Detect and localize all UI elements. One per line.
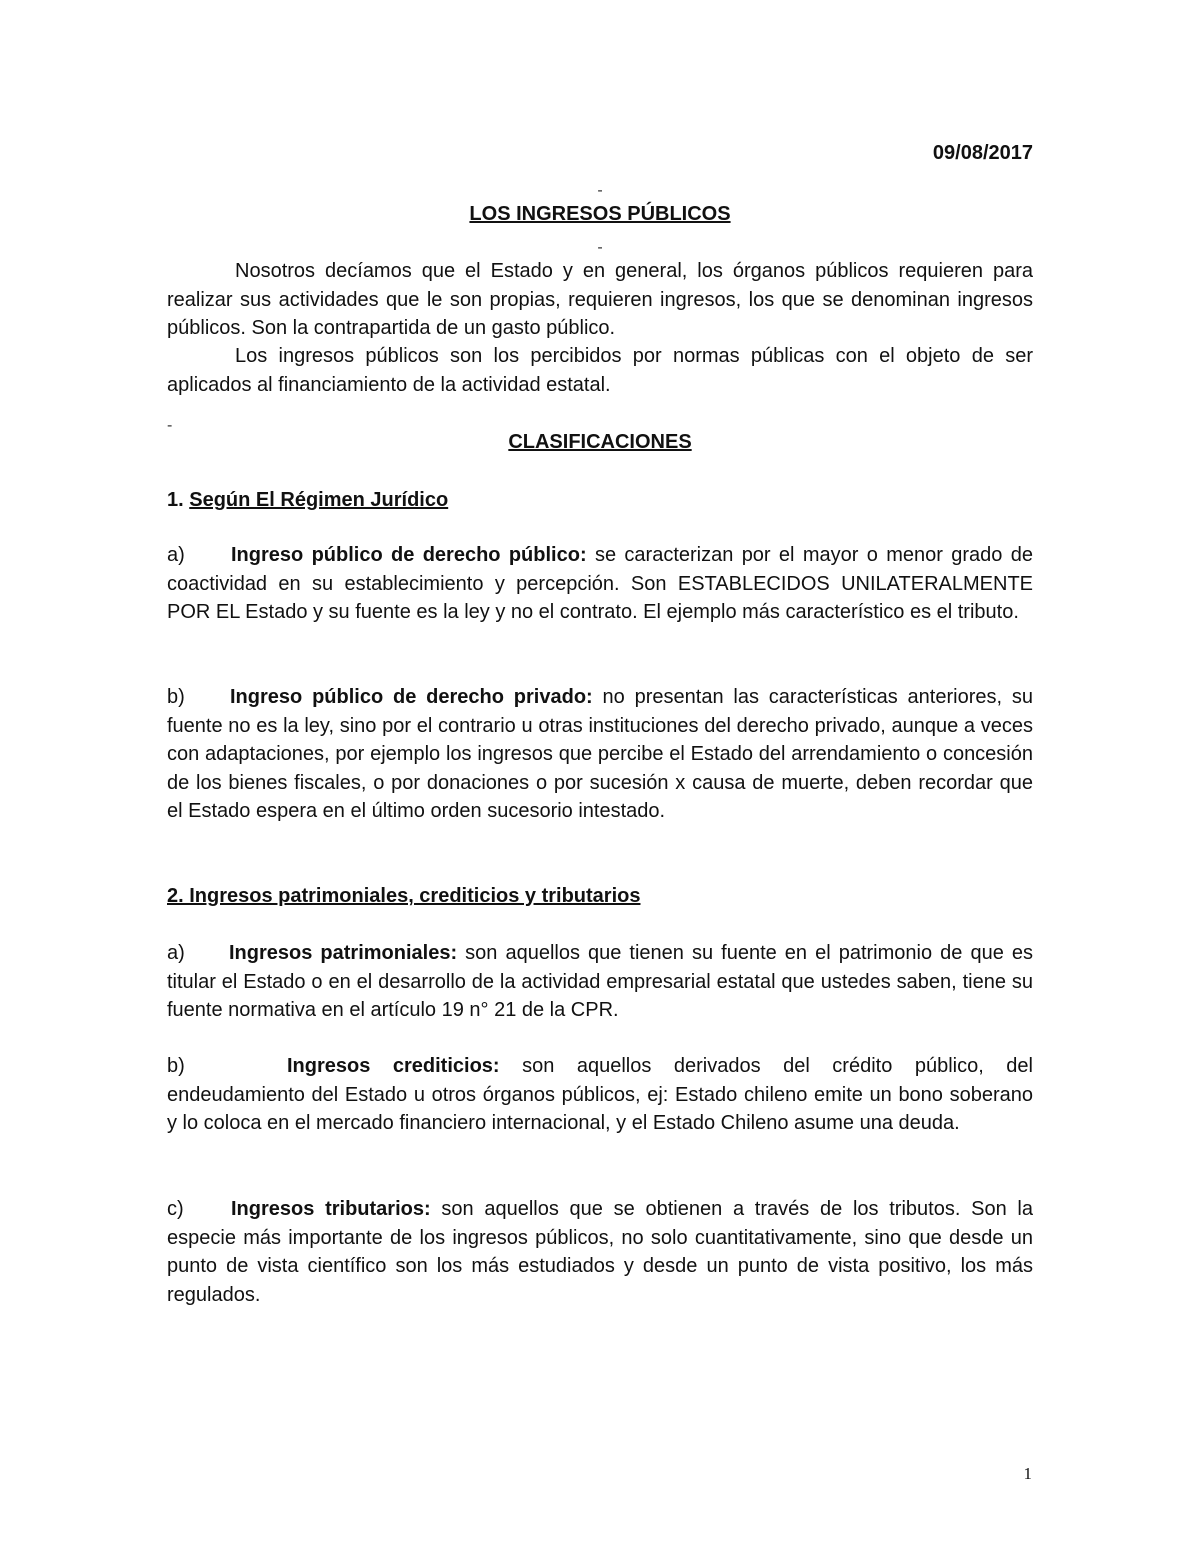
separator-dash: - — [597, 182, 603, 199]
item-text: son aquellos derivados del crédito público, del endeudamiento del Estado u otros órganos públicos, ej: Estado chileno emite un bono soberano y lo coloca en el mercado financiero internacional, y el Estado Chileno asume una deuda. — [167, 1055, 1033, 1134]
page-number: 1 — [1023, 1464, 1032, 1483]
section-1-item-b — [167, 683, 1033, 826]
section-1-heading-text: Según El Régimen Jurídico — [189, 489, 449, 511]
section-title-clasificaciones: CLASIFICACIONES — [508, 431, 692, 453]
item-term: Ingreso público de derecho privado: — [230, 686, 593, 708]
item-letter: a) — [167, 942, 185, 964]
item-text: son aquellos que se obtienen a través de los tributos. Son la especie más importante de los ingresos públicos, no solo cuantitativamente, sino que desde un punto de vista científico son los más estudiados y desde un punto de vista positivo, los más regulados. — [167, 1198, 1033, 1306]
item-letter: c) — [167, 1198, 184, 1220]
item-letter: b) — [167, 1055, 185, 1077]
item-term: Ingresos patrimoniales: — [229, 942, 458, 964]
separator-dash: - — [597, 239, 603, 256]
item-letter: b) — [167, 686, 185, 708]
section-1-number: 1. — [167, 489, 184, 511]
intro-paragraph-1: Nosotros decíamos que el Estado y en general, los órganos públicos requieren para realizar sus actividades que le son propias, requieren ingresos, los que se denominan ingresos públicos. Son la contrapartida de un gasto público. — [167, 260, 1033, 339]
item-text: son aquellos que tienen su fuente en el patrimonio de que es titular el Estado o en el desarrollo de la actividad empresarial estatal que ustedes saben, tiene su fuente normativa en el artículo 19 n° 21 de la CPR. — [167, 942, 1033, 1021]
section-2-item-a — [167, 939, 1033, 1025]
document-title: LOS INGRESOS PÚBLICOS — [469, 203, 731, 225]
section-2-item-b — [167, 1052, 1033, 1138]
section-1-heading — [167, 486, 448, 515]
section-2-heading — [167, 882, 640, 911]
item-term: Ingreso público de derecho público: — [231, 544, 587, 566]
item-text: no presentan las características anteriores, su fuente no es la ley, sino por el contrario u otras instituciones del derecho privado, aunque a veces con adaptaciones, por ejemplo los ingresos que percibe el Estado del arrendamiento o concesión de los bienes fiscales, o por donaciones o por sucesión x causa de muerte, deben recordar que el Estado espera en el último orden sucesorio intestado. — [167, 686, 1033, 822]
section-1-item-a — [167, 541, 1033, 627]
item-term: Ingresos crediticios: — [287, 1055, 500, 1077]
item-letter: a) — [167, 544, 185, 566]
item-term: Ingresos tributarios: — [231, 1198, 431, 1220]
separator-dash: - — [167, 417, 173, 434]
section-2-heading-text: 2. Ingresos patrimoniales, crediticios y tributarios — [167, 885, 641, 907]
item-text: se caracterizan por el mayor o menor grado de coactividad en su establecimiento y percepción. Son ESTABLECIDOS UNILATERALMENTE POR EL Estado y su fuente es la ley y no el contrato. El ejemplo más característico es el tributo. — [167, 544, 1033, 623]
document-date: 09/08/2017 — [932, 142, 1033, 164]
intro-paragraph-2: Los ingresos públicos son los percibidos por normas públicas con el objeto de ser aplicados al financiamiento de la actividad estatal. — [167, 345, 1033, 396]
section-2-item-c — [167, 1195, 1033, 1309]
